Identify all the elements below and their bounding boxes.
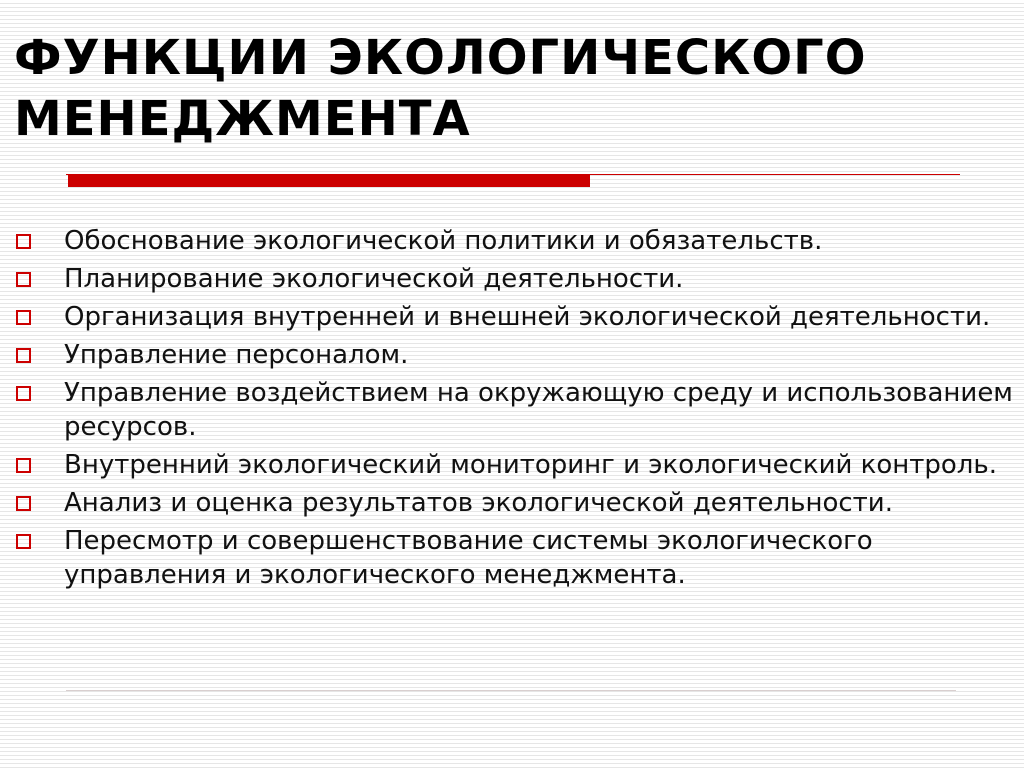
square-bullet-icon — [16, 458, 31, 473]
list-item — [14, 300, 1014, 334]
list-item-text: Обоснование экологической политики и обязательств. — [64, 226, 823, 256]
list-item — [14, 448, 1014, 482]
square-bullet-icon — [16, 386, 31, 401]
list-item — [14, 224, 1014, 258]
square-bullet-icon — [16, 496, 31, 511]
square-bullet-icon — [16, 348, 31, 363]
list-item-text: Анализ и оценка результатов экологической деятельности. — [64, 488, 893, 518]
list-item — [14, 524, 1014, 592]
list-item-text: Управление воздействием на окружающую среду и использованием ресурсов. — [64, 378, 1013, 442]
square-bullet-icon — [16, 310, 31, 325]
title-underline-thick — [68, 175, 590, 187]
list-item — [14, 486, 1014, 520]
square-bullet-icon — [16, 234, 31, 249]
list-item-text: Организация внутренней и внешней экологической деятельности. — [64, 302, 991, 332]
bottom-divider — [66, 690, 956, 691]
square-bullet-icon — [16, 534, 31, 549]
list-item — [14, 376, 1014, 444]
square-bullet-icon — [16, 272, 31, 287]
slide-title — [14, 28, 1004, 150]
list-item-text: Управление персоналом. — [64, 340, 409, 370]
list-item — [14, 262, 1014, 296]
list-item-text: Планирование экологической деятельности. — [64, 264, 684, 294]
bullet-list — [14, 224, 1014, 596]
title-line-1: ФУНКЦИИ ЭКОЛОГИЧЕСКОГО — [14, 30, 867, 86]
list-item-text: Внутренний экологический мониторинг и экологический контроль. — [64, 450, 998, 480]
title-line-2: МЕНЕДЖМЕНТА — [14, 91, 471, 147]
list-item — [14, 338, 1014, 372]
list-item-text: Пересмотр и совершенствование системы экологического управления и экологического менеджмента. — [64, 526, 873, 590]
